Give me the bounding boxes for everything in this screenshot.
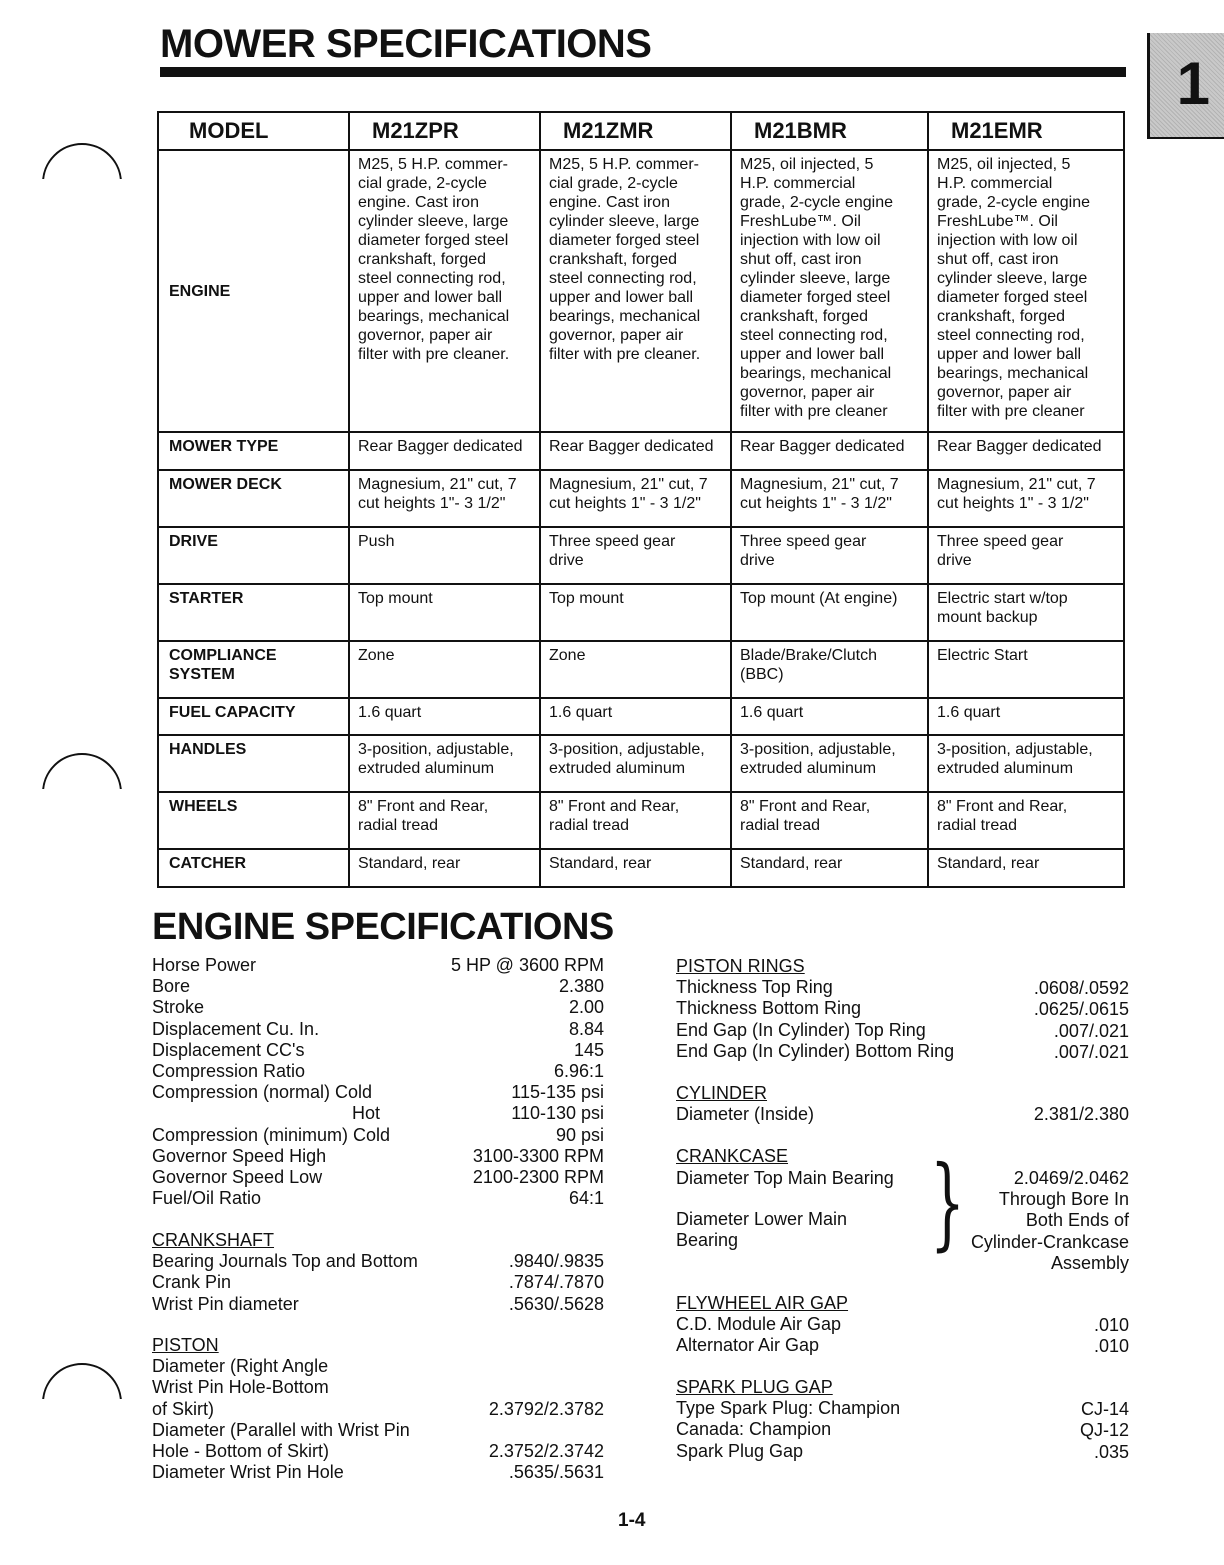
table-row: [158, 584, 1124, 641]
spec-label: Hole - Bottom of Skirt): [152, 1441, 330, 1461]
spec-label: End Gap (In Cylinder) Bottom Ring: [676, 1040, 955, 1061]
spec-label: Alternator Air Gap: [676, 1335, 820, 1356]
spec-value: 8.84: [568, 1018, 604, 1039]
table-cell: 1.6 quart: [349, 698, 540, 735]
table-cell: Electric start w/top mount backup: [928, 584, 1124, 641]
section-heading-piston: PISTON: [152, 1335, 219, 1355]
table-row: [158, 641, 1124, 698]
spec-label: Governor Speed Low: [152, 1167, 323, 1187]
table-cell: Rear Bagger dedicated: [540, 432, 731, 470]
model-name: M21EMR: [928, 112, 1124, 150]
table-cell: Standard, rear: [540, 849, 731, 887]
chapter-tab: [1147, 33, 1224, 139]
table-cell: Magnesium, 21" cut, 7 cut heights 1"- 3 1/2": [349, 470, 540, 527]
spec-value: 145: [573, 1039, 604, 1060]
spec-value: CJ-14: [1080, 1399, 1129, 1420]
spec-value: .0608/.0592: [1033, 978, 1129, 999]
spec-label: Compression Ratio: [152, 1061, 306, 1081]
table-row: [158, 698, 1124, 735]
page-number: 1-4: [618, 1510, 646, 1531]
table-cell: M25, 5 H.P. commer- cial grade, 2-cycle engine. Cast iron cylinder sleeve, large diameter forged steel crankshaft, forged steel connecting rod, upper and lower ball bearings, mechanical governor, paper air filter with pre cleaner.: [540, 150, 731, 432]
table-cell: 3-position, adjustable, extruded aluminum: [540, 735, 731, 792]
spec-label: Bearing Journals Top and Bottom: [152, 1251, 418, 1272]
spec-value: 2.3792/2.3782: [488, 1398, 604, 1419]
table-cell: Magnesium, 21" cut, 7 cut heights 1" - 3 1/2": [731, 470, 928, 527]
spec-label: Fuel/Oil Ratio: [152, 1188, 262, 1209]
spec-label: Diameter Wrist Pin Hole: [152, 1462, 344, 1483]
table-cell: Push: [349, 527, 540, 584]
model-name: M21ZPR: [349, 112, 540, 150]
row-label: FUEL CAPACITY: [158, 698, 349, 735]
table-row: [158, 849, 1124, 887]
table-cell: Top mount (At engine): [731, 584, 928, 641]
table-cell: 8" Front and Rear, radial tread: [349, 792, 540, 849]
spec-label: Spark Plug Gap: [676, 1440, 804, 1461]
spec-label: Crank Pin: [152, 1272, 232, 1293]
spec-value: Both Ends of: [1025, 1210, 1129, 1231]
table-cell: Standard, rear: [928, 849, 1124, 887]
spec-value: .7874/.7870: [508, 1272, 604, 1293]
spec-value: .035: [1093, 1441, 1129, 1462]
table-cell: Rear Bagger dedicated: [731, 432, 928, 470]
spec-value: Through Bore In: [998, 1189, 1129, 1210]
table-cell: Magnesium, 21" cut, 7 cut heights 1" - 3 1/2": [928, 470, 1124, 527]
table-body: [158, 150, 1124, 887]
table-cell: 8" Front and Rear, radial tread: [731, 792, 928, 849]
spec-value: Assembly: [1050, 1252, 1129, 1273]
binder-hole-icon: [42, 1363, 122, 1443]
spec-value: 64:1: [568, 1188, 604, 1209]
table-cell: Top mount: [349, 584, 540, 641]
table-cell: 1.6 quart: [731, 698, 928, 735]
title-rule: [160, 67, 1126, 77]
spec-label: Thickness Top Ring: [676, 977, 833, 998]
table-row: [158, 792, 1124, 849]
table-cell: M25, oil injected, 5 H.P. commercial grade, 2-cycle engine FreshLube™. Oil injection with low oil shut off, cast iron cylinder sleeve, large diameter forged steel crankshaft, forged steel connecting rod, upper and lower ball bearings, mechanical governor, paper air filter with pre cleaner: [731, 150, 928, 432]
table-cell: Rear Bagger dedicated: [349, 432, 540, 470]
brace-icon: }: [930, 1144, 965, 1261]
table-header-row: [158, 112, 1124, 150]
model-name: M21ZMR: [540, 112, 731, 150]
table-cell: M25, oil injected, 5 H.P. commercial grade, 2-cycle engine FreshLube™. Oil injection with low oil shut off, cast iron cylinder sleeve, large diameter forged steel crankshaft, forged steel connecting rod, upper and lower ball bearings, mechanical governor, paper air filter with pre cleaner: [928, 150, 1124, 432]
table-cell: Zone: [349, 641, 540, 698]
table-cell: 1.6 quart: [928, 698, 1124, 735]
section-heading-spark-plug-gap: SPARK PLUG GAP: [676, 1377, 833, 1397]
table-cell: Standard, rear: [349, 849, 540, 887]
row-label: MOWER DECK: [158, 470, 349, 527]
table-cell: Three speed gear drive: [731, 527, 928, 584]
spec-label: Hot: [352, 1103, 381, 1124]
table-cell: M25, 5 H.P. commer- cial grade, 2-cycle engine. Cast iron cylinder sleeve, large diameter forged steel crankshaft, forged steel connecting rod, upper and lower ball bearings, mechanical governor, paper air filter with pre cleaner.: [349, 150, 540, 432]
table-row: [158, 735, 1124, 792]
spec-value: 2.380: [558, 976, 604, 997]
table-cell: Zone: [540, 641, 731, 698]
table-row: [158, 527, 1124, 584]
row-label: COMPLIANCE SYSTEM: [158, 641, 349, 698]
spec-label: Bore: [152, 976, 191, 997]
table-row: [158, 150, 1124, 432]
row-label: STARTER: [158, 584, 349, 641]
spec-value: 2.00: [568, 997, 604, 1018]
chapter-number: 1: [1176, 50, 1210, 117]
model-name: M21BMR: [731, 112, 928, 150]
table-cell: Magnesium, 21" cut, 7 cut heights 1" - 3 1/2": [540, 470, 731, 527]
spec-value: 115-135 psi: [511, 1082, 604, 1103]
table-cell: 3-position, adjustable, extruded aluminum: [928, 735, 1124, 792]
page-title: MOWER SPECIFICATIONS: [160, 22, 652, 66]
spec-label: Governor Speed High: [152, 1145, 327, 1166]
table-cell: 3-position, adjustable, extruded aluminum: [349, 735, 540, 792]
row-label: WHEELS: [158, 792, 349, 849]
table-cell: Electric Start: [928, 641, 1124, 698]
spec-label: Bearing: [676, 1230, 739, 1250]
spec-label: Compression (normal) Cold: [152, 1082, 373, 1103]
spec-value: 3100-3300 RPM: [472, 1145, 604, 1166]
section-heading-flywheel-air-gap: FLYWHEEL AIR GAP: [676, 1293, 849, 1313]
spec-value: .9840/.9835: [508, 1251, 604, 1272]
spec-value: .5635/.5631: [508, 1462, 604, 1483]
spec-label: Wrist Pin Hole-Bottom: [152, 1377, 329, 1398]
spec-value: 6.96:1: [553, 1061, 604, 1081]
spec-value: 90 psi: [555, 1124, 604, 1145]
row-label: MOWER TYPE: [158, 432, 349, 470]
spec-value: 2.3752/2.3742: [488, 1441, 604, 1461]
table-cell: 8" Front and Rear, radial tread: [928, 792, 1124, 849]
binder-hole-icon: [42, 143, 122, 223]
table-row: [158, 470, 1124, 527]
spec-label: Wrist Pin diameter: [152, 1293, 299, 1314]
spec-label: Canada: Champion: [676, 1419, 832, 1440]
table-cell: Top mount: [540, 584, 731, 641]
spec-value: .010: [1093, 1336, 1129, 1357]
section-heading-crankshaft: CRANKSHAFT: [152, 1230, 275, 1250]
table-cell: Blade/Brake/Clutch (BBC): [731, 641, 928, 698]
table-cell: 8" Front and Rear, radial tread: [540, 792, 731, 849]
spec-value: .007/.021: [1053, 1041, 1129, 1062]
spec-value: 5 HP @ 3600 RPM: [450, 955, 604, 975]
spec-label: End Gap (In Cylinder) Top Ring: [676, 1019, 926, 1040]
spec-label: Displacement Cu. In.: [152, 1018, 320, 1039]
spec-value: .5630/.5628: [508, 1293, 604, 1314]
spec-value: .0625/.0615: [1033, 999, 1129, 1020]
spec-label: Displacement CC's: [152, 1039, 305, 1060]
section-heading-piston-rings: PISTON RINGS: [676, 956, 805, 976]
table-cell: Rear Bagger dedicated: [928, 432, 1124, 470]
table-cell: Three speed gear drive: [928, 527, 1124, 584]
spec-label: Thickness Bottom Ring: [676, 998, 862, 1019]
table-row: [158, 432, 1124, 470]
binder-hole-icon: [42, 753, 122, 833]
table-cell: 3-position, adjustable, extruded aluminum: [731, 735, 928, 792]
section-heading-cylinder: CYLINDER: [676, 1083, 768, 1103]
spec-label: Stroke: [152, 997, 205, 1018]
spec-label: Diameter (Inside): [676, 1104, 815, 1125]
spec-value: QJ-12: [1079, 1420, 1129, 1441]
model-header: MODEL: [158, 112, 349, 150]
spec-label: Diameter (Parallel with Wrist Pin: [152, 1419, 410, 1440]
mower-spec-table: [157, 111, 1125, 888]
spec-label: Diameter Top Main Bearing: [676, 1168, 894, 1188]
spec-value: 110-130 psi: [511, 1103, 604, 1124]
spec-label: Diameter Lower Main: [676, 1209, 848, 1229]
spec-value: .010: [1093, 1315, 1129, 1336]
spec-value: 2.381/2.380: [1033, 1104, 1129, 1125]
table-cell: Standard, rear: [731, 849, 928, 887]
row-label: ENGINE: [158, 150, 349, 432]
spec-label: C.D. Module Air Gap: [676, 1314, 842, 1335]
table-cell: Three speed gear drive: [540, 527, 731, 584]
spec-label: Compression (minimum) Cold: [152, 1124, 391, 1145]
spec-label: Type Spark Plug: Champion: [676, 1398, 901, 1419]
spec-value: .007/.021: [1053, 1020, 1129, 1041]
spec-label: Horse Power: [152, 955, 257, 975]
row-label: DRIVE: [158, 527, 349, 584]
spec-value: Cylinder-Crankcase: [970, 1231, 1129, 1252]
table-cell: 1.6 quart: [540, 698, 731, 735]
engine-specs-title: ENGINE SPECIFICATIONS: [152, 906, 614, 948]
section-heading-crankcase: CRANKCASE: [676, 1146, 789, 1166]
row-label: HANDLES: [158, 735, 349, 792]
spec-value: 2100-2300 RPM: [472, 1167, 604, 1187]
spec-label: of Skirt): [152, 1398, 215, 1419]
spec-value: 2.0469/2.0462: [1013, 1168, 1129, 1188]
spec-label: Diameter (Right Angle: [152, 1356, 329, 1377]
row-label: CATCHER: [158, 849, 349, 887]
